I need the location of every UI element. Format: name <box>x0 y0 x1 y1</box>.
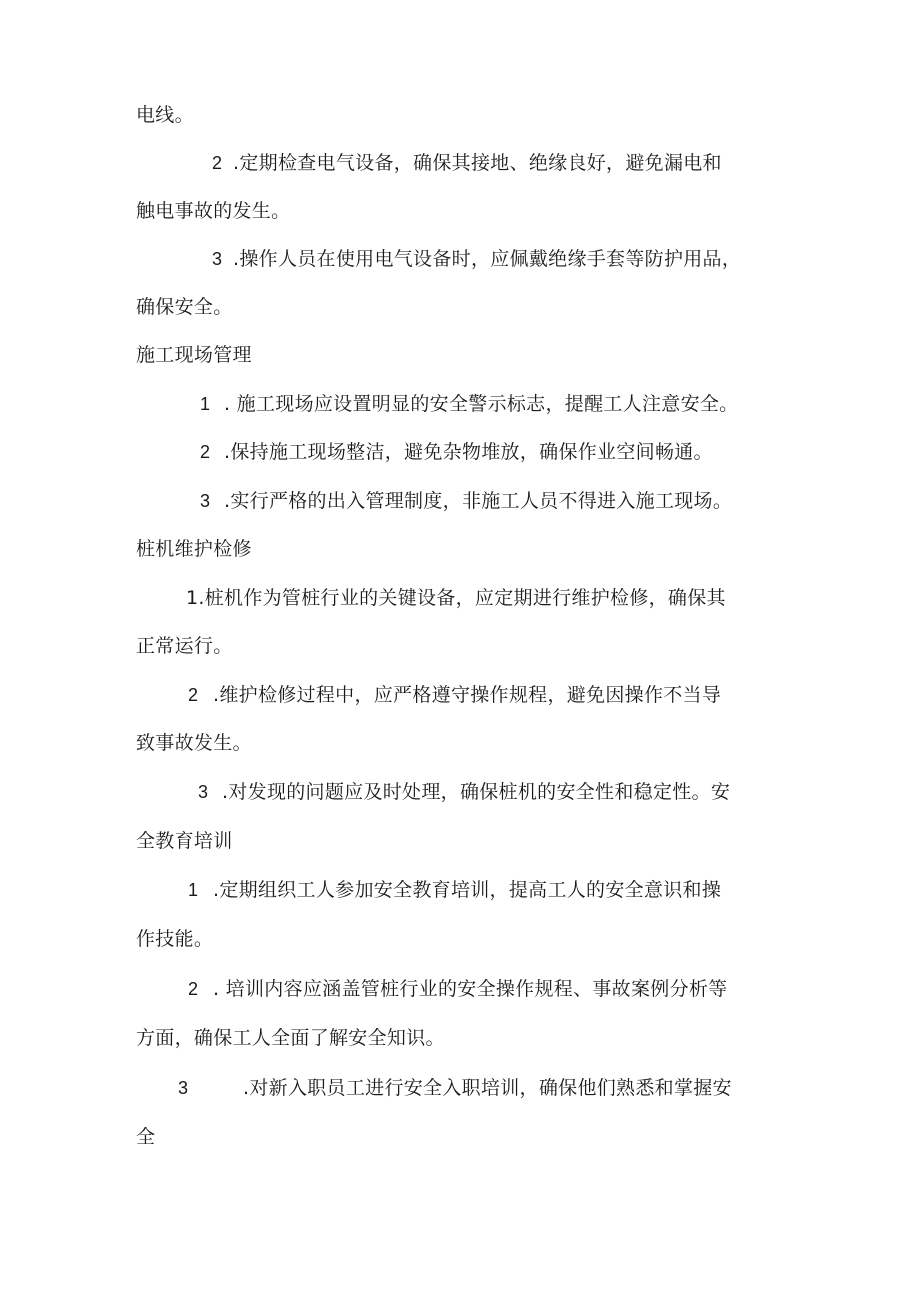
list-number: 3 <box>200 491 211 511</box>
text-line: 确保安全。 <box>136 296 233 318</box>
text-line: .保持施工现场整洁，避免杂物堆放，确保作业空间畅通。 <box>224 441 713 463</box>
text-line: 方面，确保工人全面了解安全知识。 <box>136 1027 445 1049</box>
text-line: .对发现的问题应及时处理，确保桩机的安全性和稳定性。安 <box>222 781 731 803</box>
text-line: 电线。 <box>136 104 194 126</box>
list-number: 2 <box>188 979 199 999</box>
section-heading: 全教育培训 <box>136 830 233 852</box>
section-heading: 施工现场管理 <box>136 344 252 366</box>
list-number: 3 <box>178 1078 189 1098</box>
text-line: .操作人员在使用电气设备时，应佩戴绝缘手套等防护用品， <box>233 248 742 270</box>
text-line: .实行严格的出入管理制度，非施工人员不得进入施工现场。 <box>224 490 733 512</box>
list-number: 2 <box>212 153 223 173</box>
text-line: .定期组织工人参加安全教育培训，提高工人的安全意识和操 <box>213 879 722 901</box>
text-line: .定期检查电气设备，确保其接地、绝缘良好，避免漏电和 <box>233 152 722 174</box>
text-line: 正常运行。 <box>136 635 233 657</box>
text-line: . 施工现场应设置明显的安全警示标志，提醒工人注意安全。 <box>224 393 739 415</box>
text-line: 致事故发生。 <box>136 732 252 754</box>
list-number: 3 <box>198 782 209 802</box>
text-line: 1.桩机作为管桩行业的关键设备，应定期进行维护检修，确保其 <box>186 587 726 609</box>
list-number: 3 <box>212 249 223 269</box>
text-line: 全 <box>136 1126 156 1148</box>
list-number: 2 <box>200 442 211 462</box>
section-heading: 桩机维护检修 <box>136 538 252 560</box>
list-number: 2 <box>188 685 199 705</box>
text-line: .维护检修过程中，应严格遵守操作规程，避免因操作不当导 <box>213 684 722 706</box>
text-line: .对新入职员工进行安全入职培训，确保他们熟悉和掌握安 <box>243 1077 732 1099</box>
text-line: . 培训内容应涵盖管桩行业的安全操作规程、事故案例分析等 <box>213 978 728 1000</box>
list-number: 1 <box>188 880 199 900</box>
list-number: 1 <box>200 394 211 414</box>
text-line: 触电事故的发生。 <box>136 200 291 222</box>
text-line: 作技能。 <box>136 928 214 950</box>
